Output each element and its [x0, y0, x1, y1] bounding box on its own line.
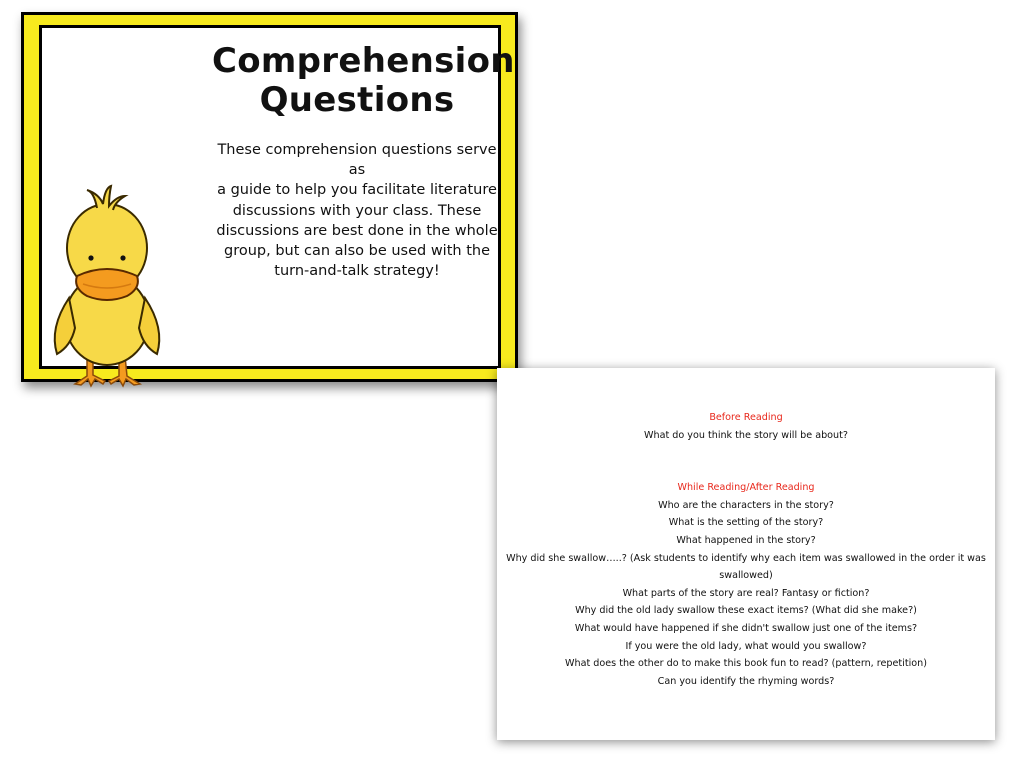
description-line: discussions with your class. These [232, 202, 482, 219]
duck-illustration [47, 178, 167, 393]
before-reading-heading: Before Reading [709, 412, 783, 423]
slide-inner-panel [39, 25, 515, 369]
description-line: group, but can also be used with the [223, 243, 490, 260]
question-item: What parts of the story are real? Fantasy or fiction? [622, 587, 870, 599]
description-line: turn-and-talk strategy! [274, 263, 440, 280]
question-item: What happened in the story? [676, 534, 816, 546]
title-line-1: Comprehension [212, 41, 515, 81]
before-reading-question: What do you think the story will be about? [644, 429, 848, 441]
duck-eye-left [88, 255, 93, 260]
spacer [497, 462, 995, 480]
while-reading-heading: While Reading/After Reading [677, 482, 815, 494]
questions-list [497, 409, 995, 690]
description-line: discussions are best done in the whole [216, 222, 498, 239]
question-item: What does the other do to make this book fun to read? (pattern, repetition) [565, 658, 927, 670]
question-item: Can you identify the rhyming words? [657, 675, 835, 687]
slide-title [212, 41, 515, 120]
yellow-frame [24, 15, 515, 379]
question-item: What would have happened if she didn't swallow just one of the items? [574, 622, 918, 634]
description-line: These comprehension questions serve as [217, 142, 497, 179]
question-item: Why did the old lady swallow these exact items? (What did she make?) [575, 605, 917, 617]
duck-eye-right [120, 255, 125, 260]
question-item: What is the setting of the story? [668, 517, 824, 529]
slide-description [212, 140, 502, 281]
questions-slide [497, 368, 995, 740]
title-line-2: Questions [259, 80, 455, 120]
comprehension-questions-slide [21, 12, 518, 382]
question-item: Why did she swallow…..? (Ask students to identify why each item was swallowed in the order it was swallowed) [506, 552, 986, 582]
description-line: a guide to help you facilitate literature [217, 182, 497, 199]
spacer [497, 444, 995, 462]
question-item: Who are the characters in the story? [658, 499, 834, 511]
question-item: If you were the old lady, what would you swallow? [625, 640, 867, 652]
